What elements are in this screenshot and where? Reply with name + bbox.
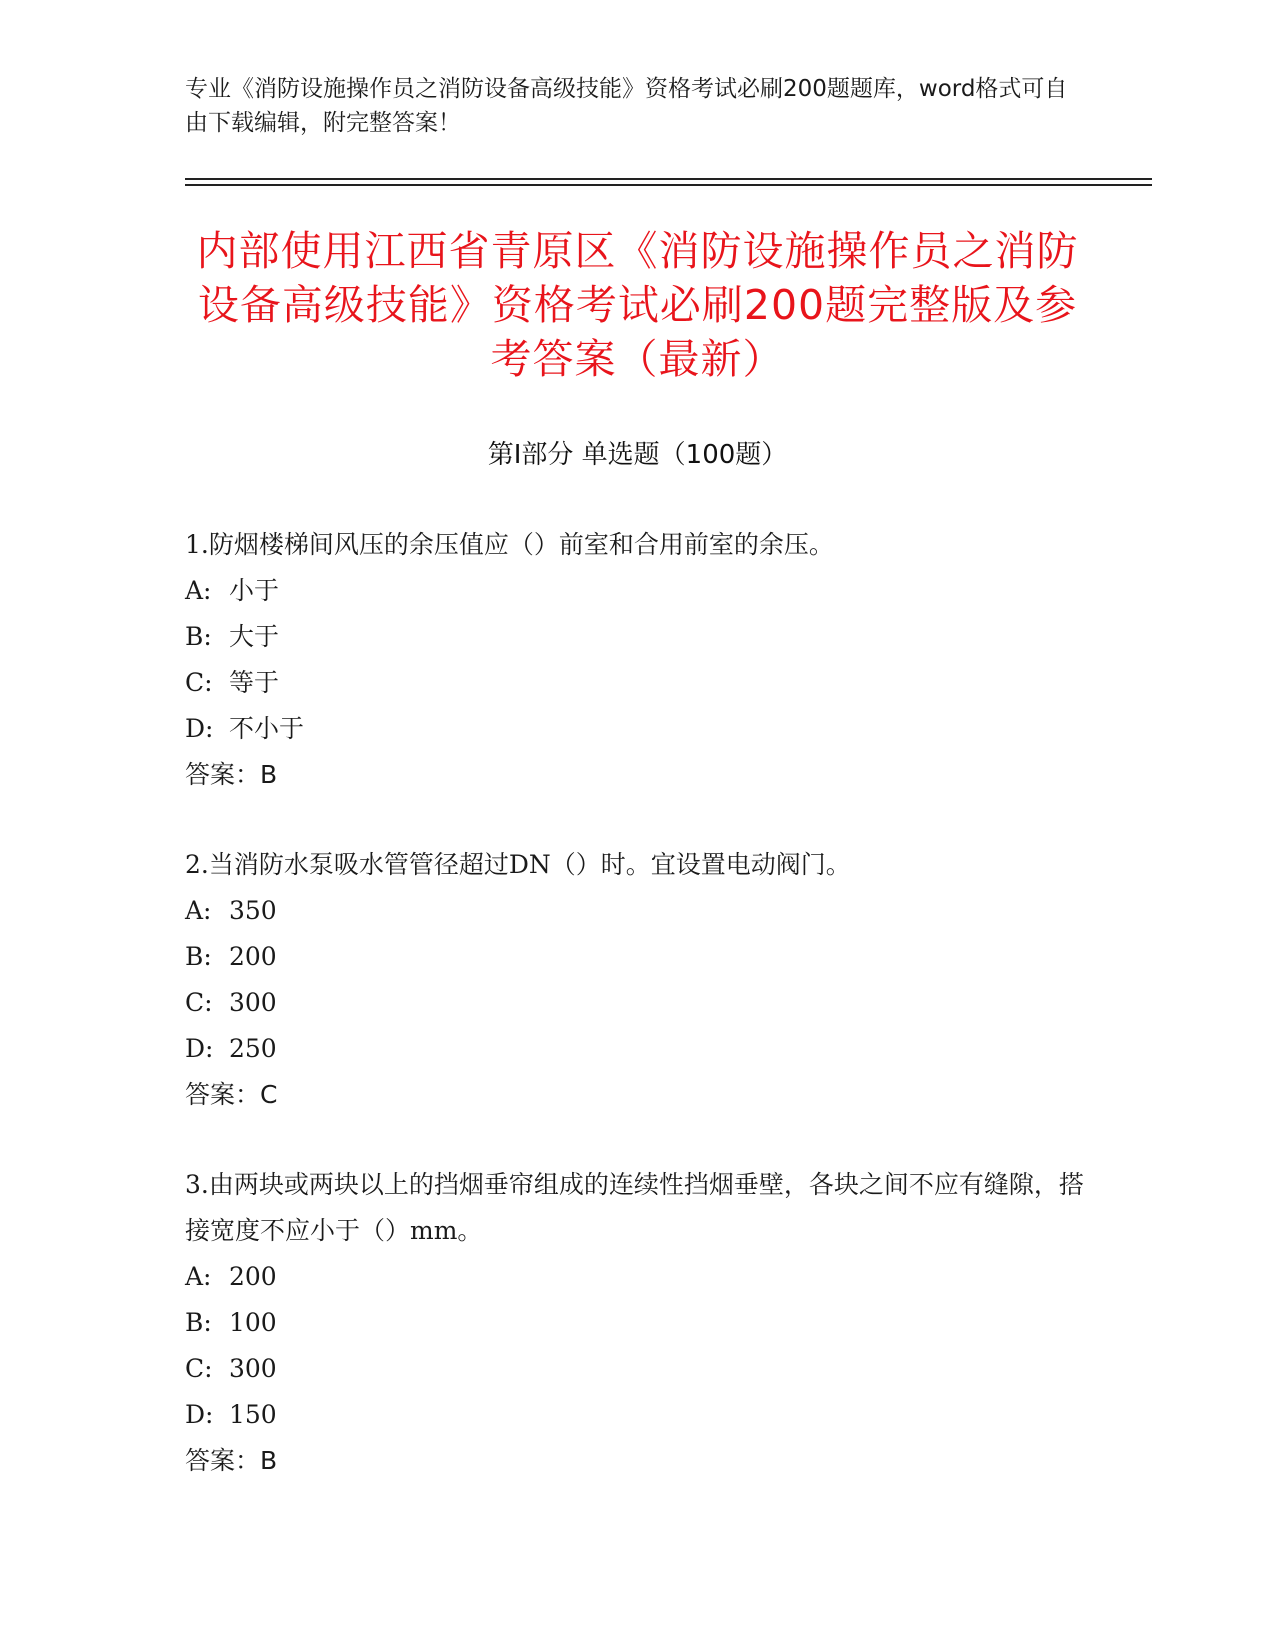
option-d (185, 706, 1085, 752)
header-divider-line (185, 178, 1152, 180)
option-letter: C: (185, 668, 213, 697)
option-letter: D: (185, 1034, 214, 1063)
option-text: 200 (229, 1262, 277, 1291)
answer-line: 答案：B (185, 1446, 278, 1475)
document-title: 内部使用江西省青原区《消防设施操作员之消防设备高级技能》资格考试必刷200题完整版及参考答案（最新） (196, 227, 1079, 383)
question-stem: 3.由两块或两块以上的挡烟垂帘组成的连续性挡烟垂壁，各块之间不应有缝隙，搭接宽度不应小于（）mm。 (185, 1170, 1084, 1245)
question-stem: 1.防烟楼梯间风压的余压值应（）前室和合用前室的余压。 (185, 530, 834, 559)
option-letter: B: (185, 622, 212, 651)
option-text: 100 (229, 1308, 277, 1337)
option-text: 150 (229, 1400, 277, 1429)
option-letter: D: (185, 1400, 214, 1429)
section-heading: 第Ⅰ部分 单选题（100题） (487, 440, 788, 470)
option-b (185, 1300, 1085, 1346)
option-c (185, 1346, 1085, 1392)
option-text: 不小于 (229, 714, 305, 743)
option-letter: A: (185, 896, 212, 925)
question-block (185, 842, 1085, 1118)
option-text: 小于 (229, 576, 280, 605)
answer-line: 答案：B (185, 760, 278, 789)
option-text: 300 (229, 1354, 277, 1383)
option-letter: A: (185, 576, 212, 605)
question-stem: 2.当消防水泵吸水管管径超过DN（）时。宜设置电动阀门。 (185, 850, 851, 879)
answer-line: 答案：C (185, 1080, 278, 1109)
option-text: 等于 (229, 668, 280, 697)
option-a (185, 568, 1085, 614)
question-block (185, 1162, 1085, 1484)
option-a (185, 1254, 1085, 1300)
option-letter: A: (185, 1262, 212, 1291)
option-b (185, 614, 1085, 660)
header-divider-line (185, 184, 1152, 186)
option-b (185, 934, 1085, 980)
option-letter: B: (185, 1308, 212, 1337)
option-text: 大于 (229, 622, 280, 651)
option-text: 200 (229, 942, 277, 971)
option-letter: D: (185, 714, 214, 743)
option-d (185, 1392, 1085, 1438)
option-letter: C: (185, 1354, 213, 1383)
option-d (185, 1026, 1085, 1072)
option-text: 300 (229, 988, 277, 1017)
option-letter: C: (185, 988, 213, 1017)
header-note: 专业《消防设施操作员之消防设备高级技能》资格考试必刷200题题库，word格式可自由下载编辑，附完整答案！ (185, 76, 1068, 136)
option-c (185, 660, 1085, 706)
option-a (185, 888, 1085, 934)
question-block (185, 522, 1085, 798)
option-text: 350 (229, 896, 277, 925)
option-letter: B: (185, 942, 212, 971)
option-text: 250 (229, 1034, 277, 1063)
option-c (185, 980, 1085, 1026)
